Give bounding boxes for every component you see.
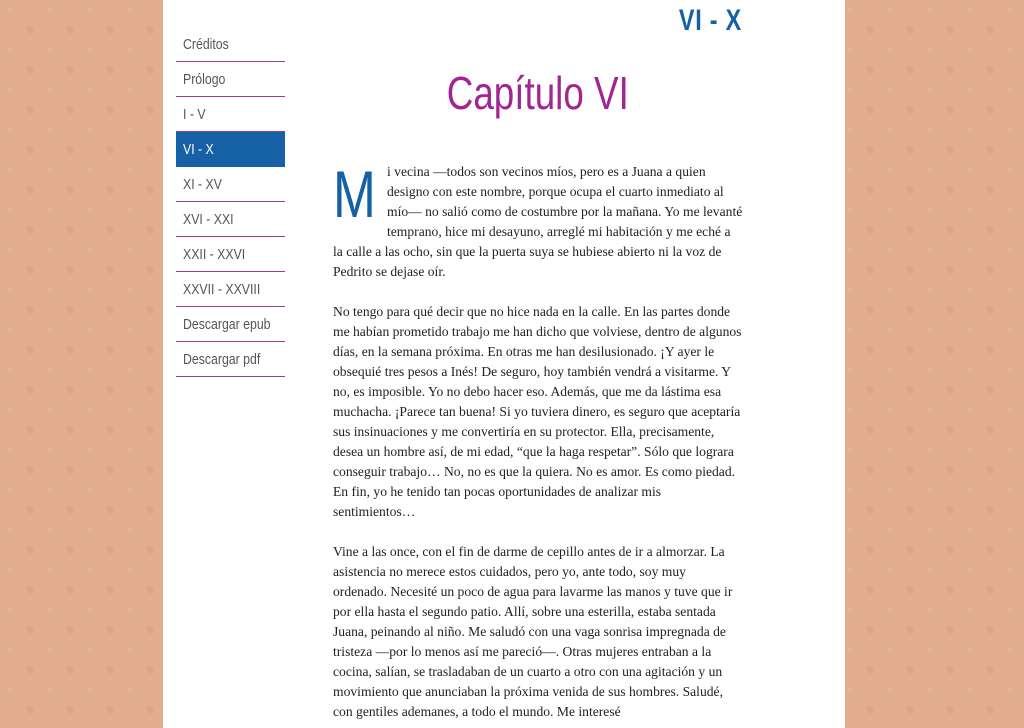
paragraph: [333, 157, 743, 282]
sidebar-item-label: Descargar pdf: [183, 350, 261, 368]
first-paragraph-text: i vecina —todos son vecinos míos, pero es a Juana a quien designo con este nombre, porque ocupa el cuarto inmediato al mío— no salió como de costumbre por la mañana. Yo me levanté temprano, hice mi desayuno, arreglé mi habitación y me eché a la calle a las ocho, sin que la puerta suya se hubiese abierto ni la voz de Pedrito se dejase oír.: [333, 164, 743, 279]
sidebar-item-i-v[interactable]: [176, 97, 285, 132]
sidebar-item-prologo[interactable]: [176, 62, 285, 97]
page-container: [163, 0, 845, 728]
sidebar-item-xi-xv[interactable]: [176, 167, 285, 202]
sidebar-item-xvi-xxi[interactable]: [176, 202, 285, 237]
section-heading: VI - X: [678, 4, 742, 37]
drop-cap-letter: M: [333, 157, 376, 231]
sidebar-item-label: XI - XV: [183, 175, 222, 193]
sidebar-item-xxii-xxvi[interactable]: [176, 237, 285, 272]
sidebar-item-creditos[interactable]: [176, 27, 285, 62]
paragraph: Vine a las once, con el fin de darme de cepillo antes de ir a almorzar. La asistencia no merece estos cuidados, pero yo, ante todo, soy muy ordenado. Necesité un poco de agua para lavarme las manos y tuve que ir por ella hasta el segundo patio. Allí, sobre una esterilla, estaba sentada Juana, peinando al niño. Me saludó con una vaga sonrisa impregnada de tristeza —por lo menos así me pareció—. Otras mujeres entraban a la cocina, salían, se trasladaban de un cuarto a otro con una agitación y un movimiento que anunciaban la próxima venida de sus hombres. Saludé, con gentiles ademanes, a todo el mundo. Me interesé: [333, 544, 733, 719]
sidebar-item-label: I - V: [183, 105, 206, 123]
sidebar-item-label: XXII - XXVI: [183, 245, 246, 263]
paragraph: No tengo para qué decir que no hice nada en la calle. En las partes donde me habían prometido trabajo me han dicho que volviese, dentro de algunos días, en la semana próxima. En otras me han desilusionado. ¡Y ayer le obsequié tres pesos a Inés! De seguro, hoy también vendrá a visitarme. Y no, es imposible. Yo no debo hacer eso. Además, que me da lástima esa muchacha. ¡Parece tan buena! Si yo tuviera dinero, es seguro que aceptaría sus insinuaciones y me convertiría en su protector. Ella, precisamente, desea un hombre así, de mi edad, “que la haga respetar”. Sólo que lograra conseguir trabajo… No, no es que la quiera. No es amor. Es como piedad. En fin, yo he tenido tan pocas oportunidades de analizar mis sentimientos…: [333, 304, 742, 519]
chapter-title-text: Capítulo VI: [446, 67, 630, 119]
sidebar-item-vi-x[interactable]: [176, 132, 285, 167]
sidebar-item-label: XXVII - XXVIII: [183, 280, 261, 298]
sidebar-item-label: XVI - XXI: [183, 210, 234, 228]
sidebar-nav: [176, 27, 285, 377]
drop-cap: [333, 157, 381, 231]
chapter-body: [333, 157, 743, 728]
sidebar-item-label: Prólogo: [183, 70, 226, 88]
sidebar-item-label: Créditos: [183, 35, 229, 53]
download-epub-link[interactable]: [176, 307, 285, 342]
download-pdf-link[interactable]: [176, 342, 285, 377]
chapter-title: [333, 66, 743, 120]
sidebar-item-label: VI - X: [183, 140, 214, 158]
sidebar-item-xxvii-xxviii[interactable]: [176, 272, 285, 307]
sidebar-item-label: Descargar epub: [183, 315, 271, 333]
